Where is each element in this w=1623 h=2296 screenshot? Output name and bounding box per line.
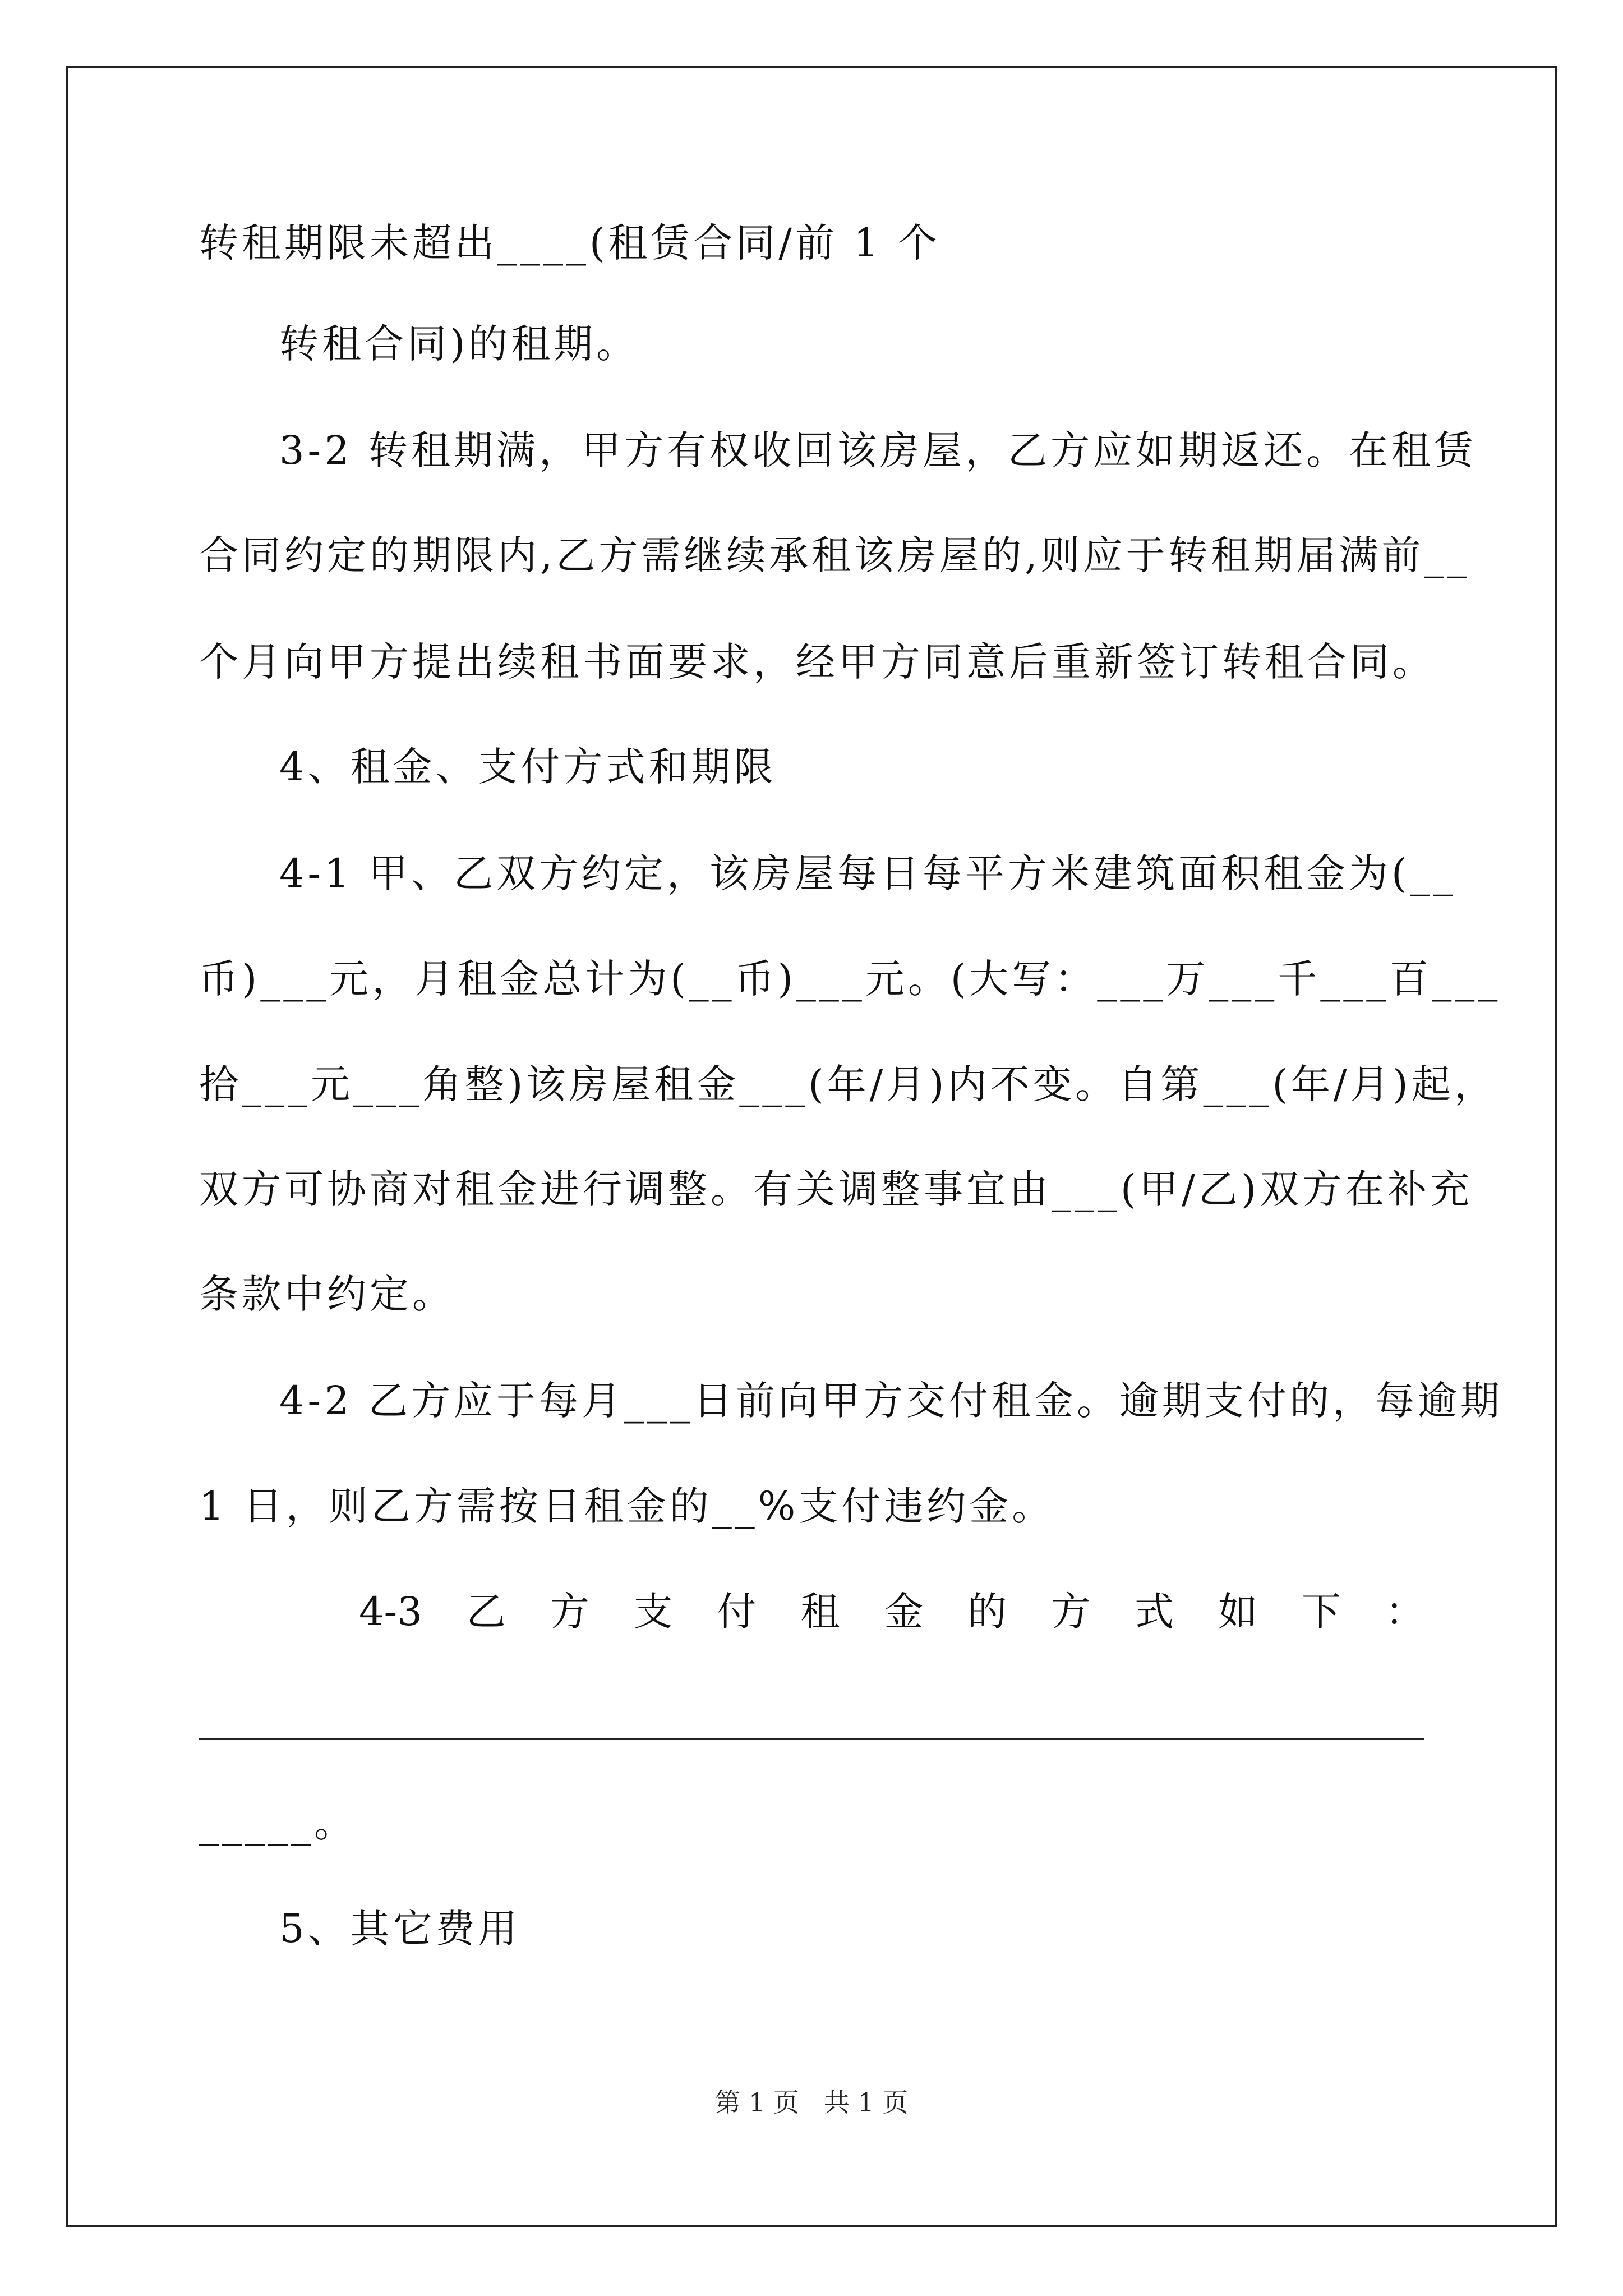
clause-4-3-part: 支	[633, 1589, 673, 1635]
clause-4-3-part: 乙	[466, 1589, 506, 1635]
text-line-5: 个月向甲方提出续租书面要求，经甲方同意后重新签订转租合同。	[199, 639, 1435, 685]
clause-4-3-line	[359, 1586, 1424, 1637]
text-line-9: 拾___元___角整)该房屋租金___(年/月)内不变。自第___(年/月)起，	[199, 1061, 1497, 1107]
clause-4-3-part: 的	[967, 1589, 1007, 1635]
clause-4-3-part: 租	[800, 1589, 840, 1635]
section-heading-4: 4、租金、支付方式和期限	[279, 744, 777, 790]
text-line-12: 4-2 乙方应于每月___日前向甲方交付租金。逾期支付的，每逾期	[279, 1378, 1503, 1424]
blank-fill-line	[199, 1738, 1424, 1740]
clause-4-3-part: ：	[1385, 1589, 1424, 1635]
clause-4-3-part: 4-3	[359, 1589, 422, 1635]
page-number-footer: 第 1 页 共 1 页	[714, 2087, 909, 2118]
text-line-2: 转租合同)的租期。	[279, 321, 639, 367]
section-heading-5: 5、其它费用	[279, 1906, 521, 1952]
clause-4-3-part: 式	[1135, 1589, 1174, 1635]
clause-4-3-part: 方	[1051, 1589, 1091, 1635]
clause-4-3-part: 如	[1218, 1589, 1258, 1635]
text-line-1: 转租期限未超出____(租赁合同/前 1 个	[199, 220, 940, 266]
text-line-blank-end: _____。	[199, 1800, 357, 1846]
clause-4-3-part: 下	[1302, 1589, 1341, 1635]
text-line-3: 3-2 转租期满，甲方有权收回该房屋，乙方应如期返还。在租赁	[279, 427, 1477, 473]
clause-4-3-part: 金	[884, 1589, 924, 1635]
clause-4-3-part: 付	[717, 1589, 757, 1635]
text-line-4: 合同约定的期限内,乙方需继续承租该房屋的,则应于转租期届满前__	[199, 532, 1470, 578]
text-line-11: 条款中约定。	[199, 1271, 455, 1317]
text-line-8: 币)___元，月租金总计为(__币)___元。(大写：___万___千___百___	[199, 956, 1501, 1002]
text-line-13: 1 日，则乙方需按日租金的__%支付违约金。	[199, 1483, 1055, 1529]
text-line-7: 4-1 甲、乙双方约定，该房屋每日每平方米建筑面积租金为(__	[279, 850, 1456, 896]
clause-4-3-part: 方	[550, 1589, 589, 1635]
text-line-10: 双方可协商对租金进行调整。有关调整事宜由___(甲/乙)双方在补充	[199, 1166, 1473, 1212]
